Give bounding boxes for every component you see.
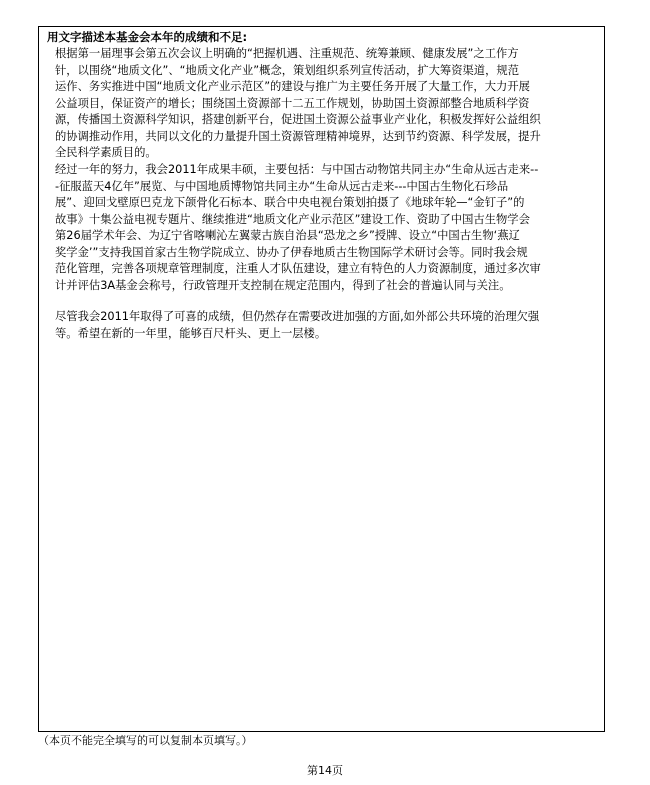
text-line: 计并评估3A基金会称号，行政管理开支控制在规定范围内，得到了社会的普遍认同与关注。: [55, 278, 511, 292]
text-line: 公益项目，保证资产的增长；围绕国土资源部十二五工作规划，协助国土资源部整合地质科学资: [55, 96, 530, 110]
text-line: -征服蓝天4亿年”展览、与中国地质博物馆共同主办“生命从远古走来---中国古生物化石珍品: [55, 179, 509, 193]
text-line: 全民科学素质目的。: [55, 146, 157, 159]
text-line: 尽管我会2011年取得了可喜的成绩，但仍然存在需要改进加强的方面,如外部公共环境的治理欠强: [55, 310, 540, 323]
section-heading: 用文字描述本基金会本年的成绩和不足:: [47, 30, 248, 44]
text-line: 运作、务实推进中国“地质文化产业示范区”的建设与推广为主要任务开展了大量工作，大力开展: [55, 80, 530, 93]
text-line: 根据第一届理事会第五次会议上明确的“把握机遇、注重规范、统筹兼顾、健康发展”之工作方: [55, 47, 519, 60]
text-line: 奖学金’”支持我国首家古生物学院成立、协办了伊春地质古生物国际学术研讨会等。同时我会规: [55, 245, 528, 259]
text-line: 故事》十集公益电视专题片、继续推进“地质文化产业示范区”建设工作、资助了中国古生物学会: [55, 212, 530, 226]
page-number: 第14页: [307, 764, 343, 777]
text-line: 源，传播国土资源科学知识，搭建创新平台，促进国土资源公益事业产业化，积极发挥好公益组织: [55, 113, 541, 126]
footer-note: （本页不能完全填写的可以复制本页填写。）: [38, 734, 253, 747]
text-line: 第26届学术年会、为辽宁省喀喇沁左翼蒙古族自治县“恐龙之乡”授牌、设立“中国古生物‘燕辽: [55, 229, 520, 242]
paragraph-mission: [55, 46, 595, 162]
text-line: 经过一年的努力，我会2011年成果丰硕，主要包括：与中国古动物馆共同主办“生命从远古走来--: [55, 163, 539, 176]
text-line: 针，以围绕“地质文化”、“地质文化产业”概念，策划组织系列宣传活动，扩大筹资渠道，规范: [55, 63, 519, 77]
paragraph-achievements: [55, 162, 595, 294]
text-line: 等。希望在新的一年里，能够百尺杆头、更上一层楼。: [55, 326, 327, 340]
text-line: 的协调推动作用，共同以文化的力量提升国土资源管理精神境界，达到节约资源、科学发展，提升: [55, 129, 541, 143]
text-line: 范化管理，完善各项规章管理制度，注重人才队伍建设，建立有特色的人力资源制度，通过多次审: [55, 262, 541, 275]
paragraph-shortcomings: [55, 309, 595, 342]
text-line: 展”、迎回戈壁原巴克龙下颌骨化石标本、联合中央电视台策划拍摄了《地球年轮—“金钉子”的: [55, 196, 525, 209]
